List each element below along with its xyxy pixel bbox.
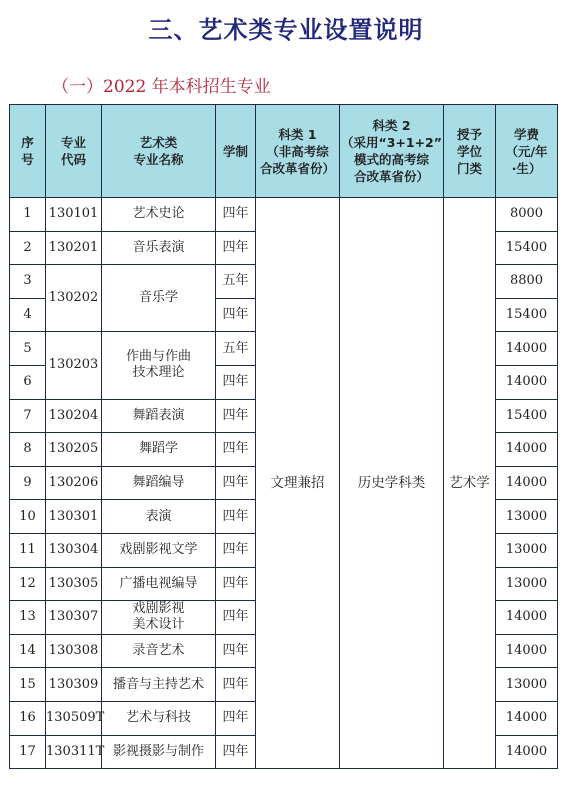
cell-code: 130301 xyxy=(46,500,102,534)
cell-major-name: 作曲与作曲 技术理论 xyxy=(102,332,216,399)
cell-fee: 14000 xyxy=(496,701,558,735)
cell-years: 五年 xyxy=(216,332,256,366)
cell-fee: 13000 xyxy=(496,533,558,567)
cell-fee: 15400 xyxy=(496,231,558,265)
cell-category-2: 历史学科类 xyxy=(340,198,444,769)
cell-major-name: 广播电视编导 xyxy=(102,567,216,601)
cell-seq: 9 xyxy=(10,466,46,500)
cell-code: 130202 xyxy=(46,265,102,332)
cell-fee: 8000 xyxy=(496,198,558,232)
cell-major-name: 戏剧影视文学 xyxy=(102,533,216,567)
cell-years: 四年 xyxy=(216,701,256,735)
cell-seq: 11 xyxy=(10,533,46,567)
cell-seq: 7 xyxy=(10,399,46,433)
cell-years: 五年 xyxy=(216,265,256,299)
cell-years: 四年 xyxy=(216,231,256,265)
cell-code: 130201 xyxy=(46,231,102,265)
header-years: 学制 xyxy=(216,105,256,198)
cell-major-name: 表演 xyxy=(102,500,216,534)
cell-seq: 10 xyxy=(10,500,46,534)
cell-fee: 13000 xyxy=(496,567,558,601)
cell-seq: 5 xyxy=(10,332,46,366)
cell-code: 130309 xyxy=(46,668,102,702)
cell-years: 四年 xyxy=(216,567,256,601)
cell-code: 130509T xyxy=(46,701,102,735)
cell-fee: 14000 xyxy=(496,365,558,399)
table-body xyxy=(10,198,558,769)
section-subtitle: （一）2022 年本科招生专业 xyxy=(52,77,271,97)
cell-code: 130206 xyxy=(46,466,102,500)
cell-seq: 16 xyxy=(10,701,46,735)
cell-major-name: 音乐表演 xyxy=(102,231,216,265)
cell-seq: 14 xyxy=(10,634,46,668)
cell-years: 四年 xyxy=(216,399,256,433)
cell-seq: 8 xyxy=(10,433,46,467)
cell-code: 130203 xyxy=(46,332,102,399)
cell-fee: 13000 xyxy=(496,668,558,702)
header-seq: 序 号 xyxy=(10,105,46,198)
header-fee: 学费 （元/年 ·生） xyxy=(496,105,558,198)
table-row xyxy=(10,198,558,232)
cell-fee: 14000 xyxy=(496,466,558,500)
cell-fee: 13000 xyxy=(496,500,558,534)
table-header-row xyxy=(10,105,558,198)
cell-fee: 14000 xyxy=(496,634,558,668)
cell-major-name: 播音与主持艺术 xyxy=(102,668,216,702)
cell-years: 四年 xyxy=(216,466,256,500)
cell-fee: 14000 xyxy=(496,332,558,366)
header-category-1: 科类 1 （非高考综 合改革省份） xyxy=(256,105,340,198)
cell-seq: 3 xyxy=(10,265,46,299)
header-name: 艺术类 专业名称 xyxy=(102,105,216,198)
majors-table xyxy=(9,104,558,769)
header-category-2: 科类 2 （采用“3+1+2” 模式的高考综 合改革省份） xyxy=(340,105,444,198)
cell-code: 130305 xyxy=(46,567,102,601)
cell-fee: 15400 xyxy=(496,298,558,332)
cell-years: 四年 xyxy=(216,601,256,635)
cell-major-name: 音乐学 xyxy=(102,265,216,332)
cell-years: 四年 xyxy=(216,365,256,399)
cell-seq: 2 xyxy=(10,231,46,265)
cell-category-1: 文理兼招 xyxy=(256,198,340,769)
cell-years: 四年 xyxy=(216,433,256,467)
cell-major-name: 影视摄影与制作 xyxy=(102,735,216,769)
cell-major-name: 戏剧影视 美术设计 xyxy=(102,601,216,635)
cell-major-name: 舞蹈表演 xyxy=(102,399,216,433)
cell-years: 四年 xyxy=(216,735,256,769)
cell-code: 130205 xyxy=(46,433,102,467)
cell-seq: 1 xyxy=(10,198,46,232)
cell-years: 四年 xyxy=(216,533,256,567)
header-code: 专业 代码 xyxy=(46,105,102,198)
header-degree: 授予 学位 门类 xyxy=(444,105,496,198)
cell-years: 四年 xyxy=(216,634,256,668)
cell-seq: 12 xyxy=(10,567,46,601)
cell-major-name: 舞蹈学 xyxy=(102,433,216,467)
cell-code: 130101 xyxy=(46,198,102,232)
cell-seq: 4 xyxy=(10,298,46,332)
cell-seq: 6 xyxy=(10,365,46,399)
cell-code: 130311T xyxy=(46,735,102,769)
cell-seq: 13 xyxy=(10,601,46,635)
cell-degree: 艺术学 xyxy=(444,198,496,769)
cell-fee: 15400 xyxy=(496,399,558,433)
cell-fee: 8800 xyxy=(496,265,558,299)
cell-major-name: 艺术史论 xyxy=(102,198,216,232)
cell-major-name: 艺术与科技 xyxy=(102,701,216,735)
cell-seq: 15 xyxy=(10,668,46,702)
cell-years: 四年 xyxy=(216,668,256,702)
cell-major-name: 舞蹈编导 xyxy=(102,466,216,500)
cell-code: 130304 xyxy=(46,533,102,567)
cell-fee: 14000 xyxy=(496,433,558,467)
cell-years: 四年 xyxy=(216,500,256,534)
cell-years: 四年 xyxy=(216,298,256,332)
cell-fee: 14000 xyxy=(496,735,558,769)
page-title: 三、艺术类专业设置说明 xyxy=(148,16,424,44)
cell-major-name: 录音艺术 xyxy=(102,634,216,668)
cell-code: 130204 xyxy=(46,399,102,433)
cell-code: 130307 xyxy=(46,601,102,635)
cell-seq: 17 xyxy=(10,735,46,769)
cell-fee: 14000 xyxy=(496,601,558,635)
cell-code: 130308 xyxy=(46,634,102,668)
cell-years: 四年 xyxy=(216,198,256,232)
